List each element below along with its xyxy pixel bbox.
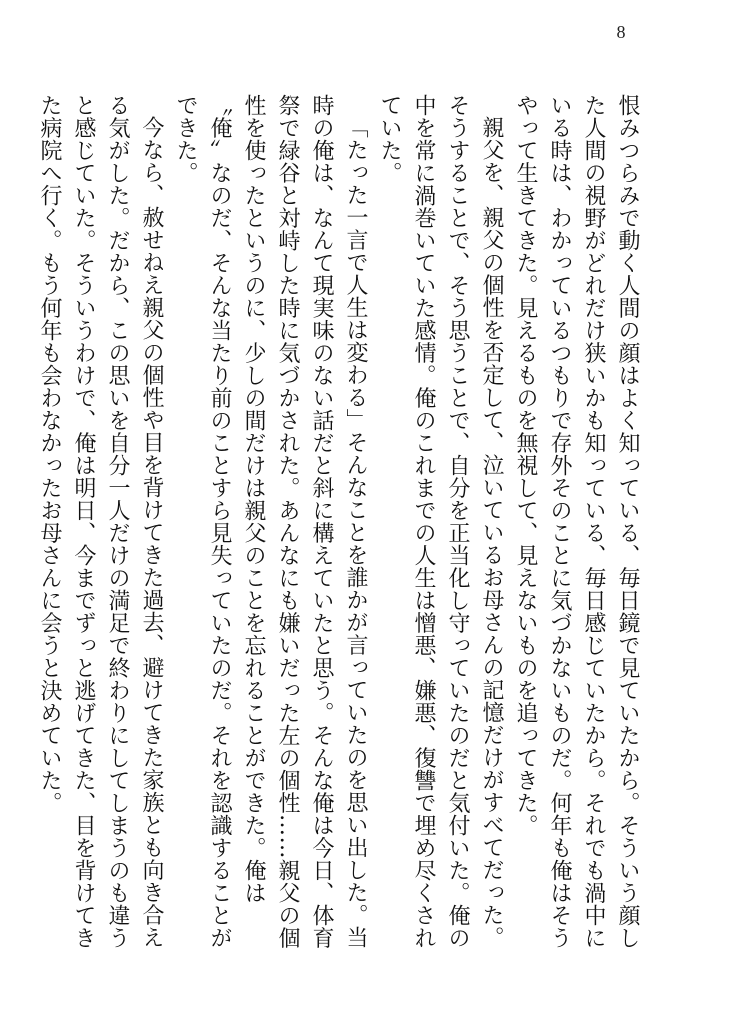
page-number: 8 (616, 22, 626, 42)
body-text (32, 94, 644, 954)
paragraph-1: 恨みつらみで動く人間の顔はよく知っている、毎日鏡で見ていたから。そういう顔した人間の視野がどれだけ狭いかも知っている、毎日感じていたから。それでも渦中にいる時は、わかっているつもりで存外そのことに気づかないものだ。何年も俺はそうやって生きてきた。見えるものを無視して、見えないものを追ってきた。 (513, 94, 640, 949)
paragraph-3: 「たった一言で人生は変わる」そんなことを誰かが言っていたのを思い出した。当時の俺は、なんて現実味のない話だと斜に構えていたと思う。そんな俺は今日、体育祭で緑谷と対峙した時に気づかされた。あんなにも嫌いだった左の個性……親父の個性を使ったというのに、少しの間だけは親父のことを忘れることができた。俺は〝俺〟なのだ、そんな当たり前のことすら見失っていたのだ。それを認識することができた。 (173, 94, 368, 949)
paragraph-4: 今なら、赦せねえ親父の個性や目を背けてきた過去、避けてきた家族とも向き合える気がした。だから、この思いを自分一人だけの満足で終わりにしてしまうのも違うと感じていた。そういうわけで、俺は明日、今までずっと逃げてきた、目を背けてきた病院へ行く。もう何年も会わなかったお母さんに会うと決めていた。 (37, 94, 164, 949)
paragraph-2: 親父を、親父の個性を否定して、泣いているお母さんの記憶だけがすべてだった。そうすることで、そう思うことで、自分を正当化し守っていたのだと気付いた。俺の中を常に渦巻いていた感情。俺のこれまでの人生は憎悪、嫌悪、復讐で埋め尽くされていた。 (377, 94, 504, 949)
